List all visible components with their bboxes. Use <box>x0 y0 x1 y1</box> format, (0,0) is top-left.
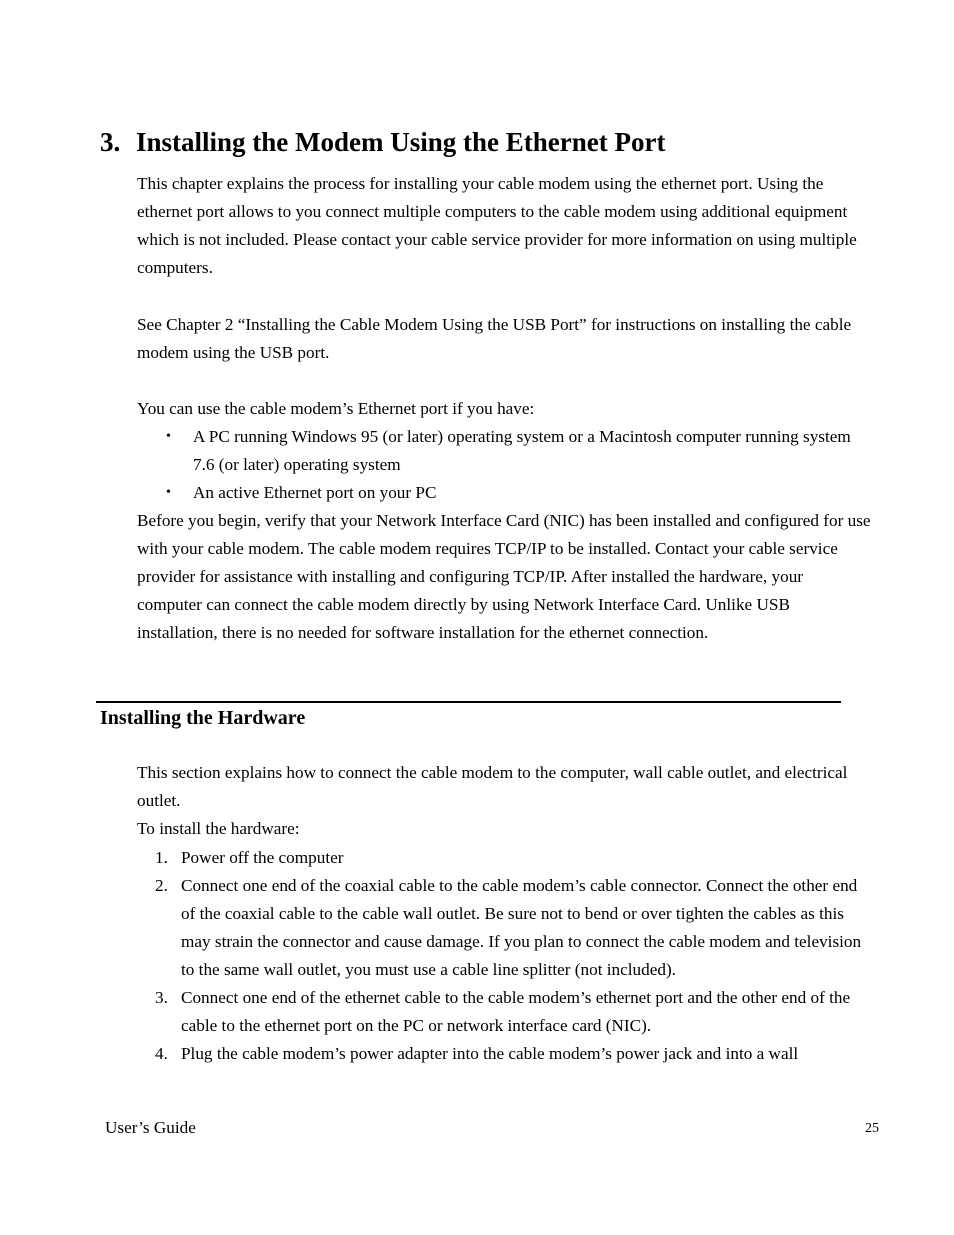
section-divider <box>96 701 841 703</box>
list-item <box>137 872 872 984</box>
list-item <box>137 423 872 479</box>
requirements-lead: You can use the cable modem’s Ethernet port if you have: <box>137 399 535 418</box>
step-number: 2. <box>155 876 168 895</box>
section-intro <box>137 759 872 843</box>
list-item <box>137 844 872 872</box>
page-number: 25 <box>865 1121 879 1136</box>
intro-paragraph-1: This chapter explains the process for installing your cable modem using the ethernet port. Using the ethernet port allows to you connect multiple computers to the cable modem using additional equipment which is not included. Please contact your cable service provider for more information on using multiple computers. <box>137 174 857 277</box>
requirements-block <box>137 395 872 647</box>
intro-paragraph-2: See Chapter 2 “Installing the Cable Modem Using the USB Port” for instructions on installing the cable modem using the USB port. <box>137 315 852 362</box>
step-text: Plug the cable modem’s power adapter into the cable modem’s power jack and into a wall <box>181 1044 799 1063</box>
see-chapter-2-paragraph <box>137 311 872 367</box>
chapter-number: 3. <box>100 127 121 157</box>
intro-paragraph-3: Before you begin, verify that your Network Interface Card (NIC) has been installed and configured for use with your cable modem. The cable modem requires TCP/IP to be installed. Contact your cable service provider for assistance with installing and configuring TCP/IP. After installed the hardware, your computer can connect the cable modem directly by using Network Interface Card. Unlike USB installation, there is no needed for software installation for the ethernet connection. <box>137 511 871 642</box>
section-paragraph-1: This section explains how to connect the cable modem to the computer, wall cable outlet, and electrical outlet. <box>137 763 848 810</box>
requirement-text: A PC running Windows 95 (or later) operating system or a Macintosh computer running system 7.6 (or later) operating system <box>193 427 851 474</box>
step-text: Connect one end of the coaxial cable to the cable modem’s cable connector. Connect the other end of the coaxial cable to the cable wall outlet. Be sure not to bend or over tighten the cables as this may strain the connector and cause damage. If you plan to connect the cable modem and television to the same wall outlet, you must use a cable line splitter (not included). <box>181 876 862 979</box>
bullet-glyph: • <box>166 429 171 444</box>
step-text: Connect one end of the ethernet cable to the cable modem’s ethernet port and the other end of the cable to the ethernet port on the PC or network interface card (NIC). <box>181 988 851 1035</box>
step-number: 3. <box>155 988 168 1007</box>
chapter-title-text: Installing the Modem Using the Ethernet Port <box>136 127 666 157</box>
footer-guide-title: User’s Guide <box>105 1118 196 1137</box>
chapter-intro-paragraph <box>137 170 872 282</box>
requirement-text: An active Ethernet port on your PC <box>193 483 437 502</box>
section-title: Installing the Hardware <box>100 707 306 729</box>
step-number: 4. <box>155 1044 168 1063</box>
steps-lead: To install the hardware: <box>137 819 300 838</box>
chapter-title <box>100 124 665 160</box>
list-item <box>137 984 872 1040</box>
step-text: Power off the computer <box>181 848 344 867</box>
list-item <box>137 1040 872 1068</box>
list-item <box>137 479 872 507</box>
bullet-glyph: • <box>166 485 171 500</box>
installation-steps <box>137 844 872 1068</box>
requirements-list <box>137 423 872 507</box>
step-number: 1. <box>155 848 168 867</box>
